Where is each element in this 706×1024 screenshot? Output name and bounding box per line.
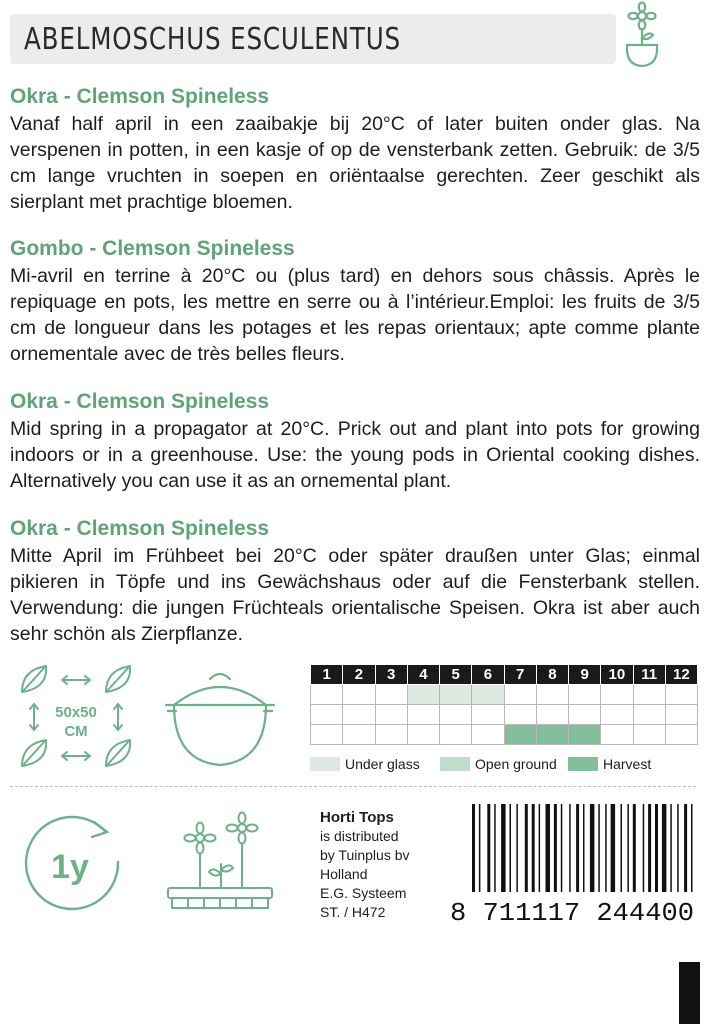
calendar-legend: [310, 756, 700, 776]
barcode-bar: [590, 804, 595, 892]
edge-mark: [679, 962, 700, 1024]
section-title: Okra - Clemson Spineless: [10, 85, 270, 108]
calendar-cell: [633, 685, 665, 705]
section-body: Mitte April im Frühbeet bei 20°C oder später draußen unter Glas; einmal pikieren in Töpfe und ins Gewächshaus oder auf die Fensterbank stellen. Verwendung: die jungen Früchteals orientalische Speisen. Okra ist aber auch sehr schön als Zierpflanze.: [10, 545, 700, 645]
barcode-bar: [605, 804, 607, 892]
section-english: [10, 389, 700, 494]
calendar-cell: [504, 705, 536, 725]
section-dutch: [10, 84, 700, 215]
calendar-cell: [472, 725, 504, 745]
section-body: Mi-avril en terrine à 20°C ou (plus tard) en dehors sous châssis. Après le repiquage en pots, les mettre en serre ou à l’intérieur.Emploi: les fruits de 3/5 cm de longueur dans les potages et les repas orientaux; apte comme plante ornementale avec de très belles fleurs.: [10, 265, 700, 365]
barcode-bar: [525, 804, 528, 892]
calendar-cell: [440, 725, 472, 745]
legend-label: Under glass: [345, 756, 420, 772]
section-title: Okra - Clemson Spineless: [10, 390, 270, 413]
section-title: Gombo - Clemson Spineless: [10, 237, 295, 260]
lifecycle-label: 1y: [51, 848, 89, 886]
barcode: [446, 800, 696, 925]
barcode-digits: 8 711117 244400: [450, 898, 694, 925]
month-2: 2: [343, 665, 375, 685]
barcode-bar: [546, 804, 551, 892]
barcode-bar: [539, 804, 541, 892]
calendar-cell: [440, 705, 472, 725]
calendar-cell: [569, 685, 601, 705]
title-bar: [10, 14, 616, 64]
calendar-month-row: [311, 665, 698, 685]
calendar-cell: [536, 725, 568, 745]
calendar-cell: [601, 685, 633, 705]
legend-open-ground: [440, 756, 557, 772]
calendar-row-harvest: [311, 725, 698, 745]
barcode-bar: [633, 804, 636, 892]
barcode-bar: [643, 804, 645, 892]
calendar-cell: [472, 685, 504, 705]
barcode-bar: [532, 804, 535, 892]
calendar-cell: [504, 685, 536, 705]
distributor-line: by Tuinplus bv: [320, 847, 410, 863]
barcode-bar: [677, 804, 679, 892]
spacing-size: 50x50: [55, 704, 97, 721]
section-body: Vanaf half april in een zaaibakje bij 20°C of later buiten onder glas. Na verspenen in potten, in een kasje of op de vensterbank zetten. Gebruik: de 3/5 cm lange vruchten in soepen en oriëntaalse gerechten. Zeer geschikt als sierplant met prachtige bloemen.: [10, 113, 700, 213]
divider: [10, 786, 696, 787]
barcode-bar: [501, 804, 506, 892]
barcode-bar: [494, 804, 496, 892]
barcode-bar: [684, 804, 687, 892]
section-german: [10, 516, 700, 647]
barcode-bar: [648, 804, 651, 892]
distributor-line: ST. / H472: [320, 904, 386, 920]
month-1: 1: [311, 665, 343, 685]
distributor-name: Horti Tops: [320, 809, 394, 826]
barcode-bar: [472, 804, 475, 892]
calendar-cell: [407, 705, 439, 725]
barcode-bar: [516, 804, 518, 892]
calendar-cell: [665, 725, 697, 745]
month-4: 4: [407, 665, 439, 685]
barcode-bar: [583, 804, 585, 892]
barcode-bar: [561, 804, 563, 892]
distributor-line: Holland: [320, 866, 368, 882]
calendar-cell: [311, 685, 343, 705]
month-12: 12: [665, 665, 697, 685]
month-7: 7: [504, 665, 536, 685]
legend-swatch: [310, 757, 340, 771]
month-5: 5: [440, 665, 472, 685]
calendar-cell: [375, 685, 407, 705]
calendar-cell: [375, 725, 407, 745]
barcode-bar: [691, 804, 693, 892]
calendar-row-under-glass: [311, 685, 698, 705]
month-11: 11: [633, 665, 665, 685]
legend-label: Open ground: [475, 756, 557, 772]
calendar-table: [310, 664, 698, 745]
distributor-line: is distributed: [320, 828, 399, 844]
barcode-bar: [510, 804, 512, 892]
calendar-cell: [601, 705, 633, 725]
barcode-bars: [472, 804, 693, 892]
calendar-cell: [407, 685, 439, 705]
calendar-cell: [601, 725, 633, 745]
legend-label: Harvest: [603, 756, 652, 772]
calendar-cell: [536, 705, 568, 725]
distributor-info: [320, 808, 410, 922]
month-10: 10: [601, 665, 633, 685]
propagator-icon: [160, 665, 280, 773]
spacing-unit: CM: [64, 723, 88, 740]
calendar-cell: [343, 725, 375, 745]
annual-cycle-icon: [14, 806, 132, 918]
potted-flower-icon: [614, 0, 676, 70]
calendar-cell: [569, 705, 601, 725]
barcode-bar: [670, 804, 672, 892]
month-8: 8: [536, 665, 568, 685]
barcode-bar: [611, 804, 616, 892]
barcode-bar: [662, 804, 667, 892]
barcode-bar: [655, 804, 658, 892]
barcode-bar: [554, 804, 557, 892]
seedling-tray-icon: [160, 808, 280, 916]
month-9: 9: [569, 665, 601, 685]
calendar-cell: [633, 725, 665, 745]
calendar-row-open-ground: [311, 705, 698, 725]
legend-harvest: [568, 756, 651, 772]
calendar-cell: [665, 705, 697, 725]
calendar-cell: [311, 725, 343, 745]
barcode-bar: [569, 804, 571, 892]
section-title: Okra - Clemson Spineless: [10, 517, 270, 540]
barcode-bar: [479, 804, 481, 892]
month-3: 3: [375, 665, 407, 685]
calendar-cell: [472, 705, 504, 725]
calendar-cell: [407, 725, 439, 745]
calendar-cell: [311, 705, 343, 725]
calendar-cell: [504, 725, 536, 745]
barcode-bar: [487, 804, 490, 892]
calendar-cell: [343, 705, 375, 725]
calendar-cell: [569, 725, 601, 745]
calendar-cell: [665, 685, 697, 705]
barcode-bar: [598, 804, 600, 892]
sowing-calendar: [310, 664, 698, 745]
calendar-cell: [343, 685, 375, 705]
section-french: [10, 236, 700, 367]
section-body: Mid spring in a propagator at 20°C. Prick out and plant into pots for growing indoors or in a greenhouse. Use: the young pods in Oriental cooking dishes. Alternatively you can use it as an ornemental plant.: [10, 418, 700, 492]
spacing-icon: [14, 662, 138, 774]
latin-name: ABELMOSCHUS ESCULENTUS: [24, 22, 401, 57]
distributor-line: E.G. Systeem: [320, 885, 407, 901]
calendar-cell: [375, 705, 407, 725]
calendar-cell: [440, 685, 472, 705]
calendar-cell: [536, 685, 568, 705]
barcode-bar: [576, 804, 579, 892]
calendar-cell: [633, 705, 665, 725]
barcode-bar: [621, 804, 623, 892]
barcode-bar: [627, 804, 629, 892]
legend-swatch: [568, 757, 598, 771]
legend-under-glass: [310, 756, 420, 772]
legend-swatch: [440, 757, 470, 771]
month-6: 6: [472, 665, 504, 685]
